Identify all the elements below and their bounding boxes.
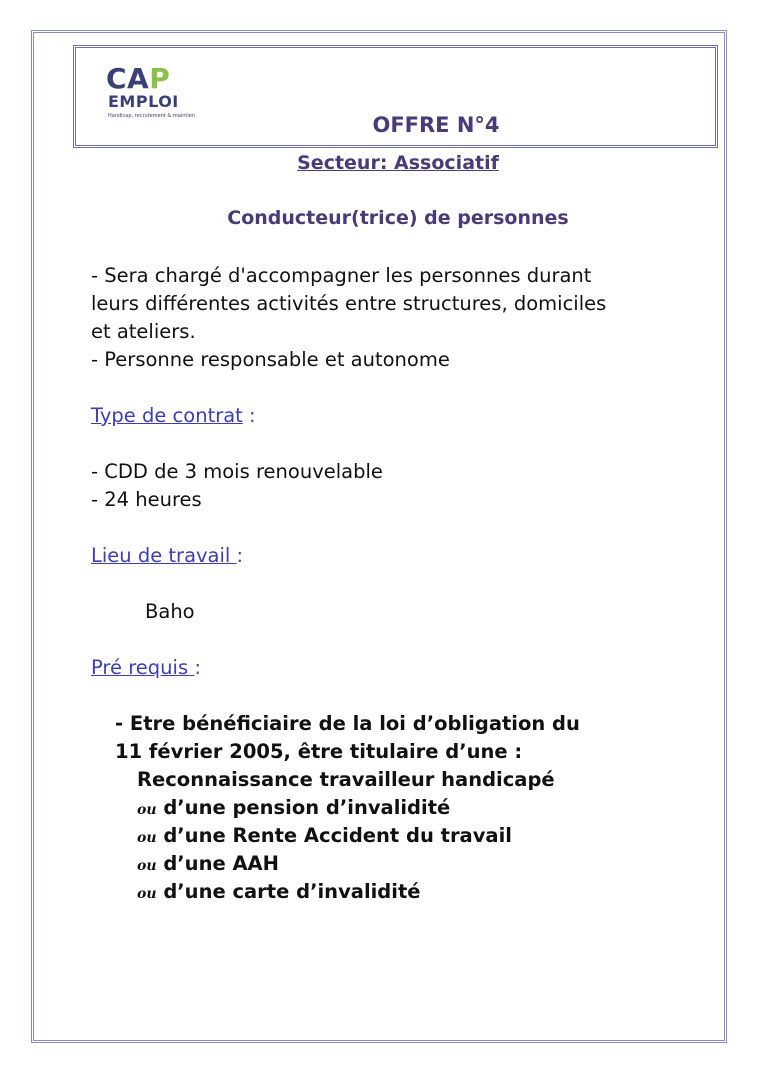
prerequisite-option: ou d’une AAH — [137, 852, 279, 875]
prerequisite-line: Reconnaissance travailleur handicapé — [137, 768, 555, 791]
prerequisite-option: ou d’une pension d’invalidité — [137, 796, 451, 819]
logo-cap-text: CAP — [106, 62, 171, 95]
location-value: Baho — [145, 600, 195, 623]
prerequisite-option: ou d’une Rente Accident du travail — [137, 824, 512, 847]
offer-number: OFFRE N°4 — [372, 113, 500, 137]
job-title: Conducteur(trice) de personnes — [227, 207, 569, 229]
description-line: - Personne responsable et autonome — [91, 348, 450, 371]
contract-item: - 24 heures — [91, 488, 202, 511]
logo-emploi-text: EMPLOI — [108, 92, 179, 111]
contract-item: - CDD de 3 mois renouvelable — [91, 460, 383, 483]
description-line: leurs différentes activités entre structures, domiciles — [91, 292, 607, 315]
location-heading: Lieu de travail : — [91, 544, 244, 567]
prerequisite-option: ou d’une carte d’invalidité — [137, 880, 421, 903]
prerequisites-heading: Pré requis : — [91, 656, 201, 679]
description-line: et ateliers. — [91, 320, 196, 343]
prerequisite-line: - Etre bénéficiaire de la loi d’obligation du — [115, 712, 580, 735]
cap-emploi-logo — [106, 64, 206, 124]
contract-heading: Type de contrat : — [91, 404, 256, 427]
sector-title: Secteur: Associatif — [297, 152, 499, 174]
logo-tagline: Handicap, recrutement & maintien — [108, 113, 195, 119]
description-line: - Sera chargé d'accompagner les personnes durant — [91, 264, 592, 287]
prerequisite-line: 11 février 2005, être titulaire d’une : — [115, 740, 523, 763]
